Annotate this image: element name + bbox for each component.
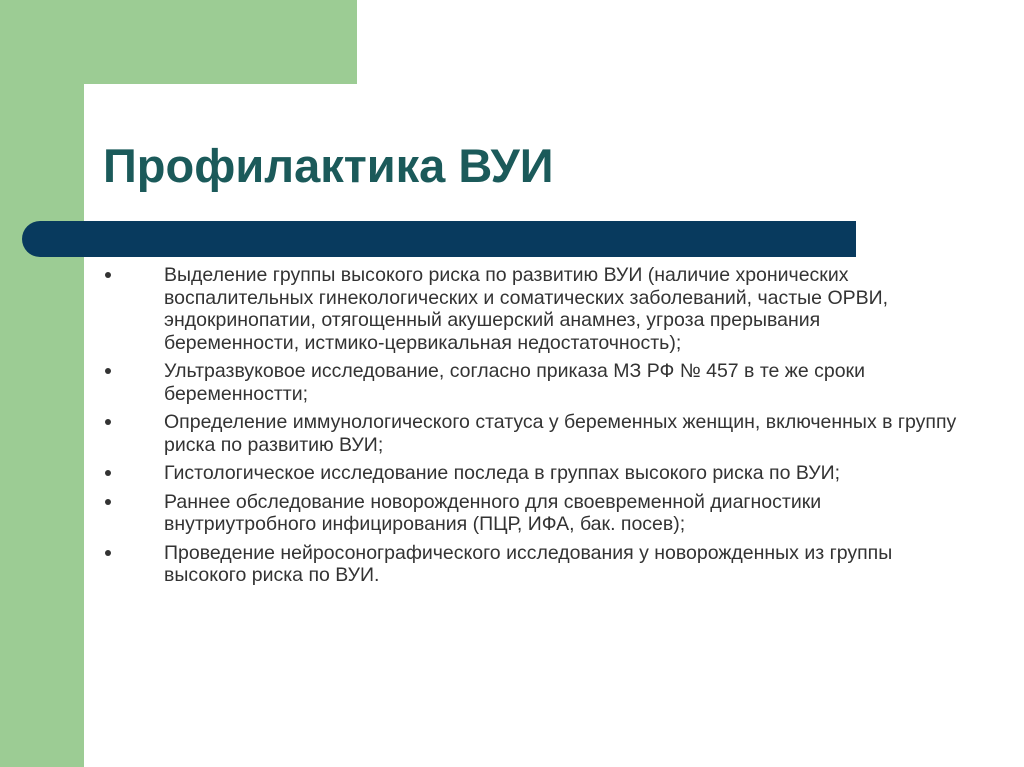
title-underline-bar xyxy=(22,221,856,257)
bullet-list xyxy=(100,264,960,593)
bullet-item-newborn-exam xyxy=(100,491,960,536)
bullet-text: Раннее обследование новорожденного для своевременной диагностики внутриутробного инфицирования (ПЦР, ИФА, бак. посев); xyxy=(164,490,822,535)
bullet-item-ultrasound xyxy=(100,360,960,405)
bullet-dot-icon xyxy=(105,550,111,556)
bullet-dot-icon xyxy=(105,368,111,374)
decorative-green-sidebar xyxy=(0,0,84,767)
bullet-dot-icon xyxy=(105,470,111,476)
bullet-text: Проведение нейросонографического исследования у новорожденных из группы высокого риска по ВУИ. xyxy=(164,541,893,586)
bullet-text: Гистологическое исследование последа в группах высокого риска по ВУИ; xyxy=(164,462,841,484)
bullet-text: Ультразвуковое исследование, согласно приказа МЗ РФ № 457 в те же сроки беременностти; xyxy=(164,360,865,405)
bullet-dot-icon xyxy=(105,499,111,505)
decorative-green-topbar xyxy=(0,0,357,84)
slide-title: Профилактика ВУИ xyxy=(103,139,554,192)
bullet-item-histological-exam xyxy=(100,462,960,485)
bullet-text: Определение иммунологического статуса у беременных женщин, включенных в группу риска по развитию ВУИ; xyxy=(164,411,957,456)
bullet-item-immunological-status xyxy=(100,411,960,456)
bullet-item-neurosonography xyxy=(100,542,960,587)
bullet-text: Выделение группы высокого риска по развитию ВУИ (наличие хронических воспалительных гинекологических и соматических заболеваний, частые ОРВИ, эндокринопатии, отягощенный акушерский анамнез, угроза прерывания беременности, истмико-цервикальная недостаточность); xyxy=(164,264,889,354)
bullet-dot-icon xyxy=(105,272,111,278)
bullet-item-high-risk-group xyxy=(100,264,960,354)
bullet-dot-icon xyxy=(105,419,111,425)
